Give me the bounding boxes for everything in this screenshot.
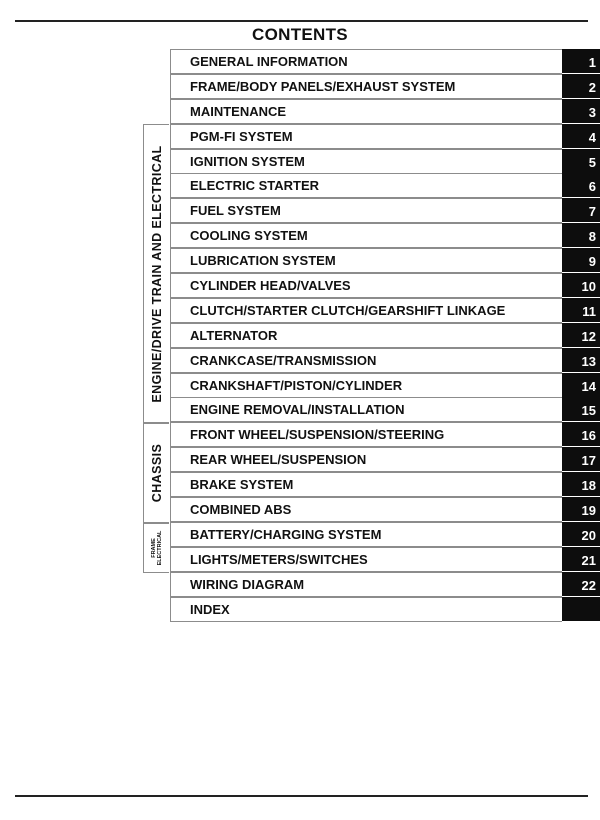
section-number-tab[interactable]: 2	[562, 74, 600, 98]
toc-row[interactable]	[170, 173, 600, 198]
section-number-tab[interactable]: 18	[562, 472, 600, 496]
toc-row-box	[170, 198, 562, 223]
section-number-tab[interactable]: 19	[562, 497, 600, 521]
group-engine-label: ENGINE/DRIVE TRAIN AND ELECTRICAL	[149, 144, 164, 403]
section-title[interactable]: BRAKE SYSTEM	[190, 477, 294, 493]
section-title[interactable]: ENGINE REMOVAL/INSTALLATION	[190, 402, 405, 418]
toc-row-box	[170, 124, 562, 149]
section-title[interactable]: FRAME/BODY PANELS/EXHAUST SYSTEM	[190, 78, 456, 94]
toc-row[interactable]	[170, 547, 600, 572]
toc-row[interactable]	[170, 248, 600, 273]
toc-row[interactable]	[170, 124, 600, 149]
toc-row[interactable]	[170, 522, 600, 547]
section-title[interactable]: PGM-FI SYSTEM	[190, 128, 293, 144]
section-number-tab[interactable]: 10	[562, 273, 600, 297]
section-title[interactable]: IGNITION SYSTEM	[190, 153, 305, 169]
toc-row-box	[170, 149, 562, 174]
toc-row-box	[170, 497, 562, 522]
toc-row-box	[170, 49, 562, 74]
top-rule	[15, 20, 588, 22]
group-chassis-bracket	[143, 423, 169, 523]
toc-row[interactable]	[170, 198, 600, 223]
section-number-tab[interactable]: 14	[562, 373, 600, 397]
toc-row[interactable]	[170, 49, 600, 74]
toc-row-box	[170, 572, 562, 597]
section-title[interactable]: BATTERY/CHARGING SYSTEM	[190, 526, 382, 542]
toc-row[interactable]	[170, 74, 600, 99]
group-chassis-label: CHASSIS	[149, 443, 164, 503]
section-title[interactable]: REAR WHEEL/SUSPENSION	[190, 452, 367, 468]
section-number-tab[interactable]: 17	[562, 447, 600, 471]
toc-row-box	[170, 597, 562, 622]
toc-row[interactable]	[170, 373, 600, 398]
toc-row-box	[170, 547, 562, 572]
toc-row[interactable]	[170, 149, 600, 174]
section-title[interactable]: COOLING SYSTEM	[190, 228, 308, 244]
section-number-tab[interactable]: 7	[562, 198, 600, 222]
toc-row[interactable]	[170, 422, 600, 447]
group-electrical-label: ELECTRICAL	[156, 530, 163, 566]
section-title[interactable]: LIGHTS/METERS/SWITCHES	[190, 551, 368, 567]
section-title[interactable]: CRANKSHAFT/PISTON/CYLINDER	[190, 377, 403, 393]
toc-row[interactable]	[170, 323, 600, 348]
group-frame-label: FRAME	[150, 538, 157, 558]
section-title[interactable]: CLUTCH/STARTER CLUTCH/GEARSHIFT LINKAGE	[190, 302, 506, 318]
section-number-tab[interactable]: 9	[562, 248, 600, 272]
toc-row-box	[170, 373, 562, 398]
toc-row-box	[170, 74, 562, 99]
section-title[interactable]: INDEX	[190, 601, 230, 617]
section-title[interactable]: GENERAL INFORMATION	[190, 54, 348, 69]
toc-row[interactable]	[170, 472, 600, 497]
toc-row-box	[170, 397, 562, 422]
toc-row-box	[170, 173, 562, 198]
section-number-tab[interactable]: 22	[562, 572, 600, 596]
section-title[interactable]: FUEL SYSTEM	[190, 203, 281, 219]
toc-row[interactable]	[170, 572, 600, 597]
section-number-tab[interactable]	[562, 597, 600, 621]
section-title[interactable]: ALTERNATOR	[190, 327, 278, 343]
section-title[interactable]: COMBINED ABS	[190, 502, 292, 518]
toc-row[interactable]	[170, 497, 600, 522]
section-number-tab[interactable]: 6	[562, 173, 600, 197]
contents-list	[170, 49, 600, 621]
toc-row-box	[170, 223, 562, 248]
section-number-tab[interactable]: 1	[562, 49, 600, 73]
section-title[interactable]: FRONT WHEEL/SUSPENSION/STEERING	[190, 427, 445, 443]
toc-row-box	[170, 422, 562, 447]
page-title: CONTENTS	[252, 25, 348, 44]
toc-row[interactable]	[170, 99, 600, 124]
section-number-tab[interactable]: 13	[562, 348, 600, 372]
section-number-tab[interactable]: 3	[562, 99, 600, 123]
section-number-tab[interactable]: 21	[562, 547, 600, 571]
section-number-tab[interactable]: 4	[562, 124, 600, 148]
toc-row-box	[170, 472, 562, 497]
group-frame-electrical-label	[151, 531, 163, 566]
group-frame-electrical-bracket	[143, 523, 169, 573]
section-title[interactable]: CYLINDER HEAD/VALVES	[190, 278, 351, 294]
section-number-tab[interactable]: 8	[562, 223, 600, 247]
section-number-tab[interactable]: 15	[562, 397, 600, 421]
toc-row-box	[170, 522, 562, 547]
toc-row[interactable]	[170, 397, 600, 422]
toc-row[interactable]	[170, 273, 600, 298]
section-title[interactable]: WIRING DIAGRAM	[190, 576, 305, 592]
toc-row-box	[170, 273, 562, 298]
toc-row-box	[170, 99, 562, 124]
bottom-rule	[15, 795, 588, 797]
section-number-tab[interactable]: 12	[562, 323, 600, 347]
toc-row-box	[170, 248, 562, 273]
toc-row[interactable]	[170, 597, 600, 622]
section-number-tab[interactable]: 20	[562, 522, 600, 546]
toc-row-box	[170, 348, 562, 373]
group-engine-bracket	[143, 124, 169, 423]
section-title[interactable]: CRANKCASE/TRANSMISSION	[190, 352, 377, 368]
toc-row[interactable]	[170, 223, 600, 248]
toc-row-box	[170, 447, 562, 472]
section-number-tab[interactable]: 16	[562, 422, 600, 446]
section-title[interactable]: ELECTRIC STARTER	[190, 178, 320, 194]
toc-row[interactable]	[170, 298, 600, 323]
section-title[interactable]: LUBRICATION SYSTEM	[190, 253, 336, 269]
toc-row[interactable]	[170, 348, 600, 373]
toc-row[interactable]	[170, 447, 600, 472]
section-number-tab[interactable]: 11	[562, 298, 600, 322]
toc-row-box	[170, 298, 562, 323]
toc-row-box	[170, 323, 562, 348]
section-title[interactable]: MAINTENANCE	[190, 103, 287, 119]
section-number-tab[interactable]: 5	[562, 149, 600, 173]
